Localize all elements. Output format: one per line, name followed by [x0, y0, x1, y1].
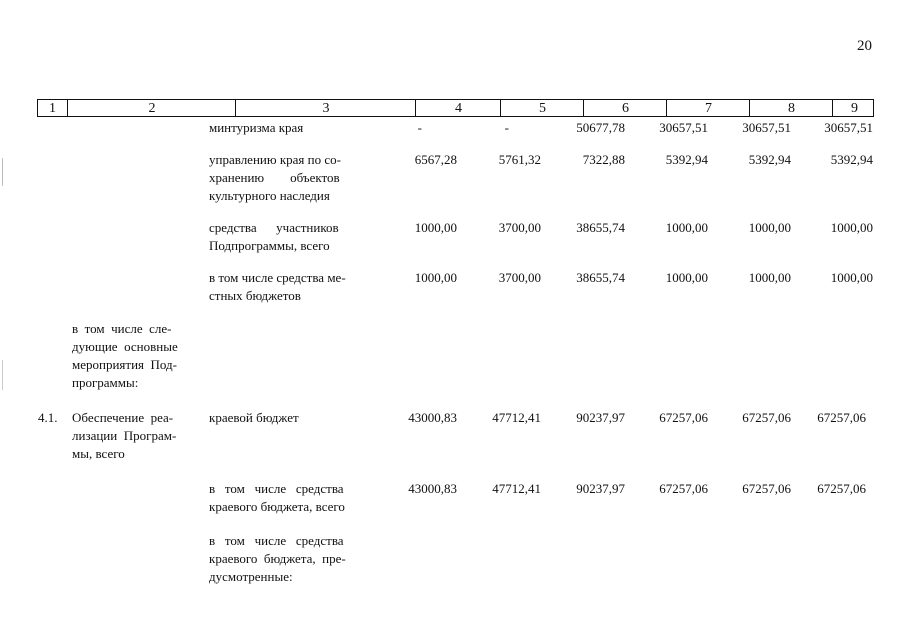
cell-col-7: 5392,94 — [665, 152, 708, 167]
page-number: 20 — [857, 38, 872, 54]
cell-col-6: 90237,97 — [576, 410, 625, 425]
scan-edge-mark — [2, 360, 3, 390]
cell-col-7: 30657,51 — [659, 120, 708, 135]
cell-col-5: - — [504, 120, 509, 135]
header-col-7: 7 — [705, 101, 712, 116]
cell-col-9: 67257,06 — [817, 481, 866, 496]
cell-col-4: 43000,83 — [408, 410, 457, 425]
row-label-line: в том числе сле- — [72, 321, 172, 336]
cell-col-5: 47712,41 — [492, 410, 541, 425]
table-header — [37, 99, 874, 117]
cell-col-6: 90237,97 — [576, 481, 625, 496]
row-label-line: мероприятия Под- — [72, 357, 177, 372]
cell-col-8: 1000,00 — [748, 220, 791, 235]
header-col-1: 1 — [49, 101, 56, 116]
row-label-line: программы: — [72, 375, 139, 390]
cell-col-6: 38655,74 — [576, 220, 625, 235]
header-col-9: 9 — [851, 101, 858, 116]
cell-col-8: 30657,51 — [742, 120, 791, 135]
cell-col-5: 47712,41 — [492, 481, 541, 496]
row-label-line: в том числе средства — [209, 481, 344, 496]
row-label-line: лизации Програм- — [72, 428, 177, 443]
row-label — [209, 151, 374, 205]
cell-col-9: 30657,51 — [824, 120, 873, 135]
row-number: 4.1. — [38, 410, 58, 425]
cell-col-4: 1000,00 — [414, 220, 457, 235]
cell-col-4: 43000,83 — [408, 481, 457, 496]
cell-col-7: 67257,06 — [659, 410, 708, 425]
row-label — [209, 269, 374, 305]
header-col-2: 2 — [148, 101, 156, 116]
row-section-label — [72, 320, 200, 392]
row-label-line: средства участников — [209, 220, 339, 235]
header-col-6: 6 — [622, 101, 629, 116]
row-label-line: хранению объектов — [209, 170, 340, 185]
row-label-line: Обеспечение реа- — [72, 410, 174, 425]
cell-col-8: 67257,06 — [742, 481, 791, 496]
row-label-line: дующие основные — [72, 339, 178, 354]
scan-edge-mark — [2, 158, 3, 186]
row-label-line: мы, всего — [72, 446, 125, 461]
cell-col-5: 5761,32 — [498, 152, 541, 167]
row-label-line: управлению края по со- — [209, 152, 341, 167]
row-label-line: в том числе средства ме- — [209, 270, 346, 285]
row-label — [209, 480, 374, 516]
cell-col-8: 67257,06 — [742, 410, 791, 425]
cell-col-9: 67257,06 — [817, 410, 866, 425]
cell-col-4: 1000,00 — [414, 270, 457, 285]
cell-col-6: 50677,78 — [576, 120, 625, 135]
row-label-line: в том числе средства — [209, 533, 344, 548]
row-label: минтуризма края — [209, 120, 304, 135]
cell-col-9: 5392,94 — [830, 152, 873, 167]
cell-col-6: 38655,74 — [576, 270, 625, 285]
cell-col-9: 1000,00 — [830, 220, 873, 235]
header-col-4: 4 — [455, 101, 462, 116]
cell-col-9: 1000,00 — [830, 270, 873, 285]
header-col-3: 3 — [322, 101, 330, 116]
row-label — [209, 219, 374, 255]
cell-col-6: 7322,88 — [582, 152, 625, 167]
row-label-line: культурного наследия — [209, 188, 330, 203]
row-label: краевой бюджет — [209, 410, 299, 425]
cell-col-7: 1000,00 — [665, 270, 708, 285]
row-label-line: стных бюджетов — [209, 288, 301, 303]
row-label-line: дусмотренные: — [209, 569, 293, 584]
cell-col-8: 5392,94 — [748, 152, 791, 167]
cell-col-7: 67257,06 — [659, 481, 708, 496]
header-col-5: 5 — [539, 101, 546, 116]
cell-col-7: 1000,00 — [665, 220, 708, 235]
cell-col-4: 6567,28 — [414, 152, 457, 167]
cell-col-4: - — [417, 120, 422, 135]
row-label-line: Подпрограммы, всего — [209, 238, 330, 253]
cell-col-5: 3700,00 — [498, 220, 541, 235]
row-label-line: краевого бюджета, пре- — [209, 551, 346, 566]
row-label — [209, 532, 374, 586]
cell-col-8: 1000,00 — [748, 270, 791, 285]
cell-col-5: 3700,00 — [498, 270, 541, 285]
header-col-8: 8 — [788, 101, 795, 116]
row-label-line: краевого бюджета, всего — [209, 499, 345, 514]
row-title — [72, 409, 200, 463]
